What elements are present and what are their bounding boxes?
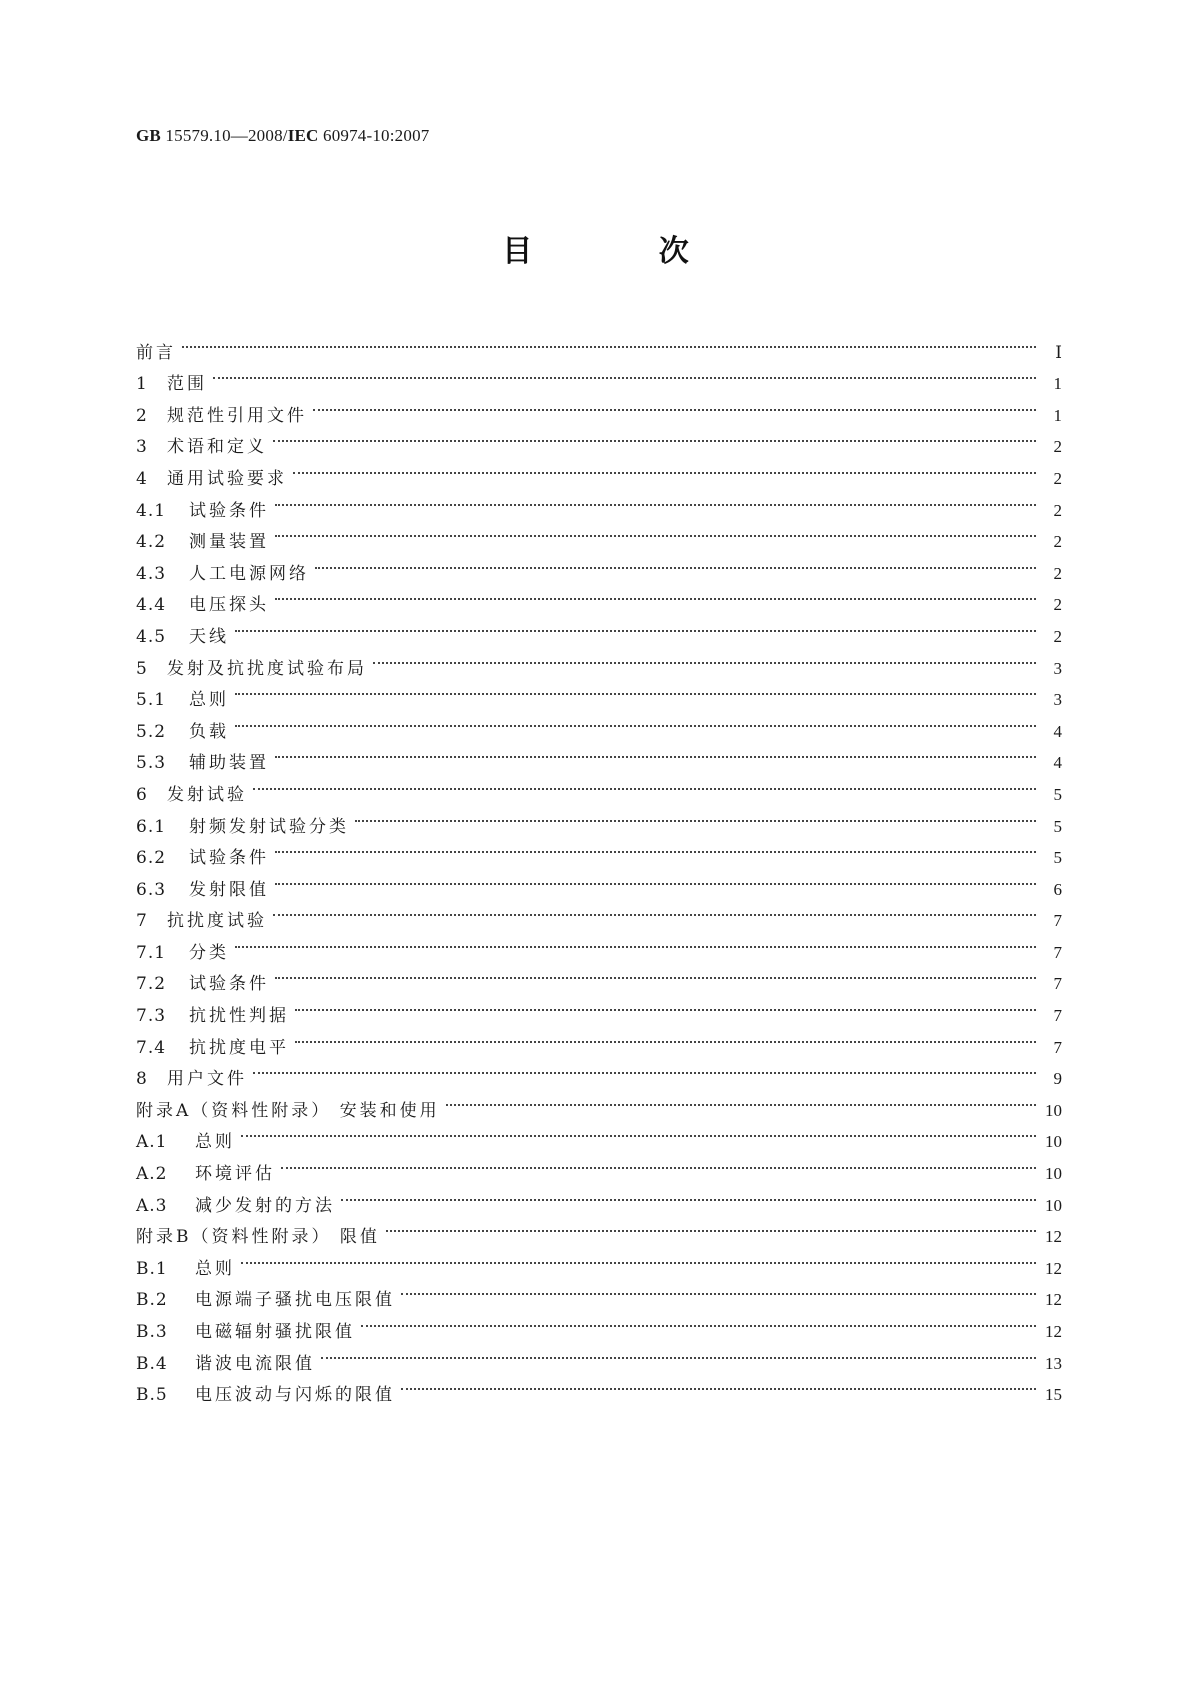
toc-entry-number: 2 xyxy=(136,405,148,426)
toc-entry-title: 试验条件 xyxy=(189,848,269,869)
toc-dot-leader xyxy=(373,642,1036,674)
toc-entry-number: 7.3 xyxy=(136,1006,167,1027)
toc-entry-number: 4.4 xyxy=(136,595,167,616)
toc-entry-title: 天线 xyxy=(189,626,229,647)
toc-entry[interactable] xyxy=(136,579,1062,616)
toc-entry-number: 8 xyxy=(136,1069,148,1090)
toc-entry-number: 4.3 xyxy=(136,563,167,584)
toc-entry-number: B.5 xyxy=(136,1385,168,1406)
toc-entry-title: 附录B（资料性附录） 限值 xyxy=(136,1227,380,1248)
toc-dot-leader xyxy=(401,1369,1036,1401)
standard-prefix-iec: IEC xyxy=(287,126,319,145)
toc-entry-title: 试验条件 xyxy=(189,974,269,995)
toc-entry-number: 1 xyxy=(136,374,148,395)
toc-entry-title: 抗扰度电平 xyxy=(189,1037,289,1058)
toc-entry-number: 5.3 xyxy=(136,753,167,774)
toc-page-number: 12 xyxy=(1045,1227,1062,1247)
toc-page-number: 2 xyxy=(1053,563,1062,583)
toc-entry-title: 电磁辐射骚扰限值 xyxy=(195,1322,355,1342)
toc-dot-leader xyxy=(275,579,1036,611)
toc-entry-number: 6 xyxy=(136,784,148,805)
toc-page-number: 7 xyxy=(1053,942,1062,962)
toc-page-number: 10 xyxy=(1045,1164,1062,1184)
toc-dot-leader xyxy=(235,674,1036,706)
toc-dot-leader xyxy=(355,800,1036,832)
toc-page-number: 2 xyxy=(1053,500,1062,520)
toc-dot-leader xyxy=(275,958,1036,990)
toc-entry[interactable] xyxy=(136,1242,1062,1279)
toc-entry-title: 总则 xyxy=(195,1132,235,1153)
toc-entry-title: 电压波动与闪烁的限值 xyxy=(195,1385,395,1406)
toc-entry-title: 人工电源网络 xyxy=(189,563,309,584)
toc-page-number: 10 xyxy=(1045,1195,1062,1215)
toc-entry-number: 7.1 xyxy=(136,942,167,963)
toc-entry-number: 7.2 xyxy=(136,974,167,995)
standard-prefix-gb: GB xyxy=(136,126,161,145)
toc-entry[interactable] xyxy=(136,326,1062,363)
toc-dot-leader xyxy=(321,1337,1036,1369)
toc-entry[interactable] xyxy=(136,358,1062,395)
toc-entry-title: 通用试验要求 xyxy=(167,468,287,489)
toc-entry[interactable] xyxy=(136,958,1062,995)
toc-entry[interactable] xyxy=(136,516,1062,553)
toc-dot-leader xyxy=(401,1274,1036,1306)
toc-dot-leader xyxy=(182,326,1036,358)
toc-entry-number: B.3 xyxy=(136,1322,168,1342)
toc-page-number: 15 xyxy=(1045,1385,1062,1405)
toc-dot-leader xyxy=(241,1116,1036,1148)
toc-entry-number: 4.2 xyxy=(136,532,167,553)
toc-entry-title: 电源端子骚扰电压限值 xyxy=(195,1290,395,1311)
toc-entry-number: A.2 xyxy=(136,1164,168,1185)
toc-entry[interactable] xyxy=(136,737,1062,774)
toc-dot-leader xyxy=(235,926,1036,958)
toc-dot-leader xyxy=(275,484,1036,516)
toc-page-number: 12 xyxy=(1045,1258,1062,1278)
toc-entry-number: 5 xyxy=(136,658,148,679)
toc-entry-title: 谐波电流限值 xyxy=(195,1353,315,1374)
toc-page-number: 10 xyxy=(1045,1100,1062,1120)
toc-entry-number: B.1 xyxy=(136,1258,168,1279)
toc-entry-number: B.2 xyxy=(136,1290,168,1311)
toc-entry[interactable] xyxy=(136,421,1062,458)
toc-dot-leader xyxy=(341,1179,1036,1211)
toc-entry-title: 总则 xyxy=(195,1258,235,1279)
toc-page-number: 7 xyxy=(1053,1006,1062,1026)
toc-dot-leader xyxy=(295,989,1036,1021)
toc-dot-leader xyxy=(281,1147,1036,1179)
standard-number: 15579.10—2008/ xyxy=(160,126,288,145)
toc-page-number: 2 xyxy=(1053,532,1062,552)
toc-page-number: 2 xyxy=(1053,626,1062,646)
toc-entry-number: 6.3 xyxy=(136,879,167,900)
toc-dot-leader xyxy=(275,737,1036,769)
iec-number: 60974-10:2007 xyxy=(318,126,430,145)
toc-entry-number: 4.5 xyxy=(136,626,167,647)
toc-entry[interactable] xyxy=(136,863,1062,900)
toc-entry[interactable] xyxy=(136,642,1062,679)
toc-entry-number: A.3 xyxy=(136,1195,168,1216)
toc-dot-leader xyxy=(273,421,1036,453)
toc-page-number: 7 xyxy=(1053,1037,1062,1057)
toc-entry[interactable] xyxy=(136,800,1062,837)
toc-page-number: 12 xyxy=(1045,1322,1062,1341)
toc-page-number: 3 xyxy=(1053,658,1062,678)
toc-dot-leader xyxy=(273,895,1036,927)
toc-page-number: 2 xyxy=(1053,437,1062,457)
page-title: 目 次 xyxy=(502,234,747,269)
toc-entry-title: 用户文件 xyxy=(167,1069,247,1090)
toc-page-number: 7 xyxy=(1053,911,1062,931)
toc-dot-leader xyxy=(235,705,1036,737)
toc-page-number: 9 xyxy=(1053,1069,1062,1089)
toc-page-number: 5 xyxy=(1053,784,1062,804)
toc-page-number: 6 xyxy=(1053,879,1062,899)
toc-page-number: Ⅰ xyxy=(1055,342,1062,362)
toc-entry-title: 电压探头 xyxy=(189,595,269,616)
toc-entry-number: 3 xyxy=(136,437,148,458)
toc-entry[interactable] xyxy=(136,674,1062,711)
toc-page-number: 12 xyxy=(1045,1290,1062,1310)
toc-page-number: 1 xyxy=(1053,374,1062,394)
toc-page-number: 10 xyxy=(1045,1132,1062,1152)
toc-dot-leader xyxy=(313,389,1036,421)
toc-dot-leader xyxy=(275,832,1036,864)
toc-entry-number: 5.1 xyxy=(136,690,167,711)
toc-entry[interactable] xyxy=(136,895,1062,932)
toc-dot-leader xyxy=(213,358,1036,390)
toc-dot-leader xyxy=(275,863,1036,895)
toc-entry[interactable] xyxy=(136,926,1062,963)
toc-entry[interactable] xyxy=(136,1274,1062,1311)
toc-entry-title: 范围 xyxy=(167,374,207,395)
toc-entry[interactable] xyxy=(136,484,1062,521)
toc-entry-title: 测量装置 xyxy=(189,532,269,553)
toc-page-number: 5 xyxy=(1053,816,1062,836)
toc-entry-title: 分类 xyxy=(189,942,229,963)
toc-entry-title: 射频发射试验分类 xyxy=(189,816,349,837)
toc-entry-title: 附录A（资料性附录） 安装和使用 xyxy=(136,1100,440,1121)
toc-entry[interactable] xyxy=(136,768,1062,805)
toc-entry[interactable] xyxy=(136,1084,1062,1121)
toc-entry-title: 发射试验 xyxy=(167,784,247,805)
toc-entry-number: 6.1 xyxy=(136,816,167,837)
toc-entry[interactable] xyxy=(136,389,1062,426)
table-of-contents xyxy=(136,326,1062,1406)
toc-entry-title: 抗扰度试验 xyxy=(167,911,267,932)
toc-entry-title: 前言 xyxy=(136,342,176,363)
toc-entry-title: 术语和定义 xyxy=(167,437,267,458)
toc-entry[interactable] xyxy=(136,705,1062,742)
toc-entry-title: 发射及抗扰度试验布局 xyxy=(167,658,367,679)
standard-number-header xyxy=(136,126,429,146)
toc-dot-leader xyxy=(253,768,1036,800)
toc-entry-title: 发射限值 xyxy=(189,879,269,900)
toc-page-number: 4 xyxy=(1053,721,1062,741)
toc-dot-leader xyxy=(253,1053,1036,1085)
toc-page-number: 1 xyxy=(1053,405,1062,425)
toc-entry[interactable] xyxy=(136,1147,1062,1185)
toc-dot-leader xyxy=(446,1084,1036,1116)
toc-entry-title: 辅助装置 xyxy=(189,753,269,774)
toc-dot-leader xyxy=(241,1242,1036,1274)
toc-entry[interactable] xyxy=(136,452,1062,489)
toc-entry-number: 4 xyxy=(136,468,148,489)
toc-entry-title: 负载 xyxy=(189,721,229,742)
toc-page-number: 2 xyxy=(1053,468,1062,488)
toc-dot-leader xyxy=(295,1021,1036,1053)
toc-dot-leader xyxy=(293,452,1036,484)
toc-entry-title: 总则 xyxy=(189,690,229,711)
toc-page-number: 3 xyxy=(1053,690,1062,710)
toc-page-number: 2 xyxy=(1053,595,1062,615)
toc-entry-title: 抗扰性判据 xyxy=(189,1006,289,1027)
toc-page-number: 5 xyxy=(1053,848,1062,868)
toc-dot-leader xyxy=(315,547,1036,579)
toc-entry[interactable] xyxy=(136,832,1062,869)
toc-dot-leader xyxy=(275,516,1036,548)
toc-entry-title: 环境评估 xyxy=(195,1164,275,1185)
toc-dot-leader xyxy=(386,1211,1036,1243)
toc-entry-number: 4.1 xyxy=(136,500,167,521)
toc-entry-number: 7 xyxy=(136,911,148,932)
toc-entry-number: B.4 xyxy=(136,1353,168,1374)
toc-entry-number: 6.2 xyxy=(136,848,167,869)
toc-dot-leader xyxy=(361,1305,1036,1337)
toc-entry[interactable] xyxy=(136,610,1062,647)
toc-entry-number: 7.4 xyxy=(136,1037,167,1058)
toc-page-number: 7 xyxy=(1053,974,1062,994)
toc-entry-number: A.1 xyxy=(136,1132,168,1153)
toc-entry-title: 减少发射的方法 xyxy=(195,1195,335,1216)
toc-dot-leader xyxy=(235,610,1036,642)
toc-page-number: 4 xyxy=(1053,753,1062,773)
toc-entry-title: 规范性引用文件 xyxy=(167,405,307,426)
toc-page-number: 13 xyxy=(1045,1353,1062,1373)
toc-entry[interactable] xyxy=(136,1116,1062,1153)
toc-entry-number: 5.2 xyxy=(136,721,167,742)
toc-entry[interactable] xyxy=(136,1053,1062,1090)
toc-entry-title: 试验条件 xyxy=(189,500,269,521)
